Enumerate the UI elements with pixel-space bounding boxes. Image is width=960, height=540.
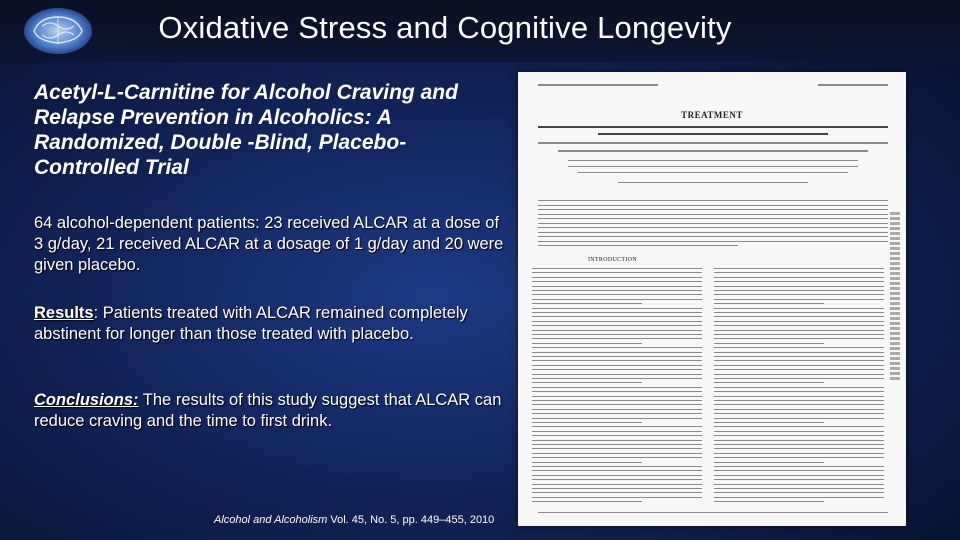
paper-body-line — [714, 431, 884, 432]
paper-body-line — [714, 338, 884, 339]
paper-body-line — [714, 378, 884, 379]
paper-affiliation-line — [568, 166, 858, 167]
paper-abstract-line — [538, 209, 888, 210]
paper-abstract-line — [538, 227, 888, 228]
paper-body-line — [532, 453, 702, 454]
paper-body-line — [532, 294, 702, 295]
paper-body-line — [714, 462, 824, 463]
paper-body-line — [532, 286, 702, 287]
paper-abstract-line — [538, 236, 888, 237]
paper-body-line — [714, 286, 884, 287]
paper-body-line — [714, 365, 884, 366]
paper-body-line — [714, 303, 824, 304]
paper-received-line — [618, 182, 808, 183]
paper-title: Acetyl-L-Carnitine for Alcohol Craving and Relapse Prevention in Alcoholics: A Randomized, Double -Blind, Placebo-Controlled Trial — [34, 81, 458, 179]
paper-body-line — [532, 435, 702, 436]
paper-body-line — [532, 396, 702, 397]
paper-intro-heading: INTRODUCTION — [588, 257, 637, 263]
paper-body-line — [714, 347, 884, 348]
paper-body-line — [714, 497, 884, 498]
paper-title-block — [34, 80, 504, 180]
paper-body-line — [532, 501, 642, 502]
paper-section-heading: TREATMENT — [681, 110, 743, 120]
paper-body-line — [532, 497, 702, 498]
paper-body-line — [714, 343, 824, 344]
paper-side-stamp — [890, 212, 900, 382]
paper-abstract-line — [538, 245, 738, 246]
paper-abstract-line — [538, 223, 888, 224]
paper-body-line — [714, 475, 884, 476]
paper-body-line — [532, 409, 702, 410]
citation-journal: Alcohol and Alcoholism — [214, 514, 328, 526]
paper-abstract-line — [538, 218, 888, 219]
results-text: : Patients treated with ALCAR remained completely abstinent for longer than those treated with placebo. — [34, 304, 468, 343]
paper-body-line — [532, 374, 702, 375]
paper-body-line — [532, 470, 702, 471]
patients-paragraph: 64 alcohol-dependent patients: 23 received ALCAR at a dose of 3 g/day, 21 received ALCAR at a dosage of 1 g/day and 20 were given placebo. — [34, 214, 504, 274]
paper-body-line — [532, 347, 702, 348]
paper-body-line — [532, 356, 702, 357]
paper-body-line — [714, 418, 884, 419]
paper-body-line — [532, 352, 702, 353]
paper-body-line — [714, 400, 884, 401]
paper-body-line — [532, 281, 702, 282]
paper-body-line — [532, 422, 642, 423]
paper-body-line — [532, 382, 642, 383]
paper-body-line — [714, 435, 884, 436]
paper-doi-line — [818, 84, 888, 86]
paper-body-line — [532, 448, 702, 449]
paper-body-line — [532, 457, 702, 458]
paper-footer-line — [538, 512, 888, 513]
brain-logo-icon — [20, 4, 96, 56]
paper-body-line — [532, 387, 702, 388]
paper-body-line — [714, 391, 884, 392]
paper-title-line — [598, 133, 828, 135]
paper-body-line — [532, 426, 702, 427]
paper-body-line — [532, 488, 702, 489]
paper-body-line — [532, 330, 702, 331]
paper-body-line — [714, 312, 884, 313]
paper-abstract-line — [538, 232, 888, 233]
paper-body-line — [714, 281, 884, 282]
paper-body-line — [714, 413, 884, 414]
paper-body-line — [532, 404, 702, 405]
paper-authors-line — [538, 142, 888, 144]
paper-header-line — [538, 84, 658, 86]
paper-body-line — [714, 470, 884, 471]
paper-body-line — [714, 356, 884, 357]
paper-body-line — [714, 448, 884, 449]
paper-body-line — [532, 316, 702, 317]
paper-body-line — [714, 316, 884, 317]
paper-body-line — [714, 479, 884, 480]
conclusions-text: The results of this study suggest that ALCAR can reduce craving and the time to first drink. — [34, 391, 502, 430]
paper-body-line — [532, 277, 702, 278]
paper-body-line — [714, 277, 884, 278]
paper-body-line — [714, 308, 884, 309]
paper-body-line — [532, 484, 702, 485]
paper-body-line — [532, 308, 702, 309]
paper-body-line — [532, 431, 702, 432]
paper-body-line — [714, 501, 824, 502]
paper-body-line — [532, 343, 642, 344]
paper-abstract-line — [538, 205, 888, 206]
paper-body-line — [532, 369, 702, 370]
paper-body-line — [714, 360, 884, 361]
paper-body-line — [714, 334, 884, 335]
paper-body-line — [532, 303, 642, 304]
paper-body-line — [532, 378, 702, 379]
paper-affiliation-line — [568, 160, 858, 161]
paper-body-line — [714, 294, 884, 295]
paper-body-line — [714, 268, 884, 269]
paper-body-line — [714, 488, 884, 489]
page-title: Oxidative Stress and Cognitive Longevity — [158, 10, 732, 45]
paper-body-line — [714, 299, 884, 300]
paper-body-line — [714, 422, 824, 423]
paper-body-line — [532, 444, 702, 445]
paper-affiliation-line — [578, 172, 848, 173]
paper-body-line — [532, 334, 702, 335]
title-bar — [0, 0, 960, 62]
paper-body-line — [532, 321, 702, 322]
paper-body-line — [714, 369, 884, 370]
citation — [214, 514, 494, 526]
paper-body-line — [532, 391, 702, 392]
paper-body-line — [532, 400, 702, 401]
paper-body-line — [532, 299, 702, 300]
paper-body-line — [532, 272, 702, 273]
paper-body-line — [714, 272, 884, 273]
results-label: Results — [34, 304, 94, 322]
paper-body-line — [714, 409, 884, 410]
paper-abstract-line — [538, 241, 888, 242]
paper-body-line — [532, 268, 702, 269]
conclusions-paragraph — [34, 390, 509, 432]
paper-body-line — [532, 338, 702, 339]
paper-body-line — [714, 374, 884, 375]
paper-authors-line — [558, 150, 868, 152]
paper-body-line — [714, 290, 884, 291]
paper-body-line — [532, 440, 702, 441]
paper-body-line — [532, 413, 702, 414]
paper-body-line — [532, 312, 702, 313]
paper-body-line — [714, 444, 884, 445]
paper-body-line — [532, 418, 702, 419]
citation-details: Vol. 45, No. 5, pp. 449–455, 2010 — [327, 514, 495, 526]
conclusions-label: Conclusions: — [34, 391, 139, 409]
paper-body-line — [714, 492, 884, 493]
paper-image — [518, 72, 906, 526]
paper-body-line — [714, 484, 884, 485]
paper-body-line — [714, 387, 884, 388]
paper-body-line — [532, 325, 702, 326]
paper-body-line — [714, 404, 884, 405]
results-paragraph — [34, 303, 509, 345]
paper-body-line — [714, 426, 884, 427]
paper-body-line — [532, 462, 642, 463]
paper-body-line — [532, 479, 702, 480]
paper-body-line — [532, 475, 702, 476]
paper-body-line — [714, 321, 884, 322]
paper-body-line — [714, 396, 884, 397]
paper-body-line — [714, 330, 884, 331]
paper-body-line — [532, 492, 702, 493]
paper-body-line — [714, 457, 884, 458]
paper-body-line — [714, 466, 884, 467]
paper-body-line — [532, 365, 702, 366]
paper-abstract-line — [538, 214, 888, 215]
paper-title-line — [538, 126, 888, 128]
paper-body-line — [714, 352, 884, 353]
paper-body-line — [714, 440, 884, 441]
paper-body-line — [714, 453, 884, 454]
paper-body-line — [532, 466, 702, 467]
paper-abstract-line — [538, 200, 888, 201]
paper-body-line — [714, 382, 824, 383]
paper-body-line — [532, 360, 702, 361]
paper-body-line — [532, 290, 702, 291]
paper-body-line — [714, 325, 884, 326]
